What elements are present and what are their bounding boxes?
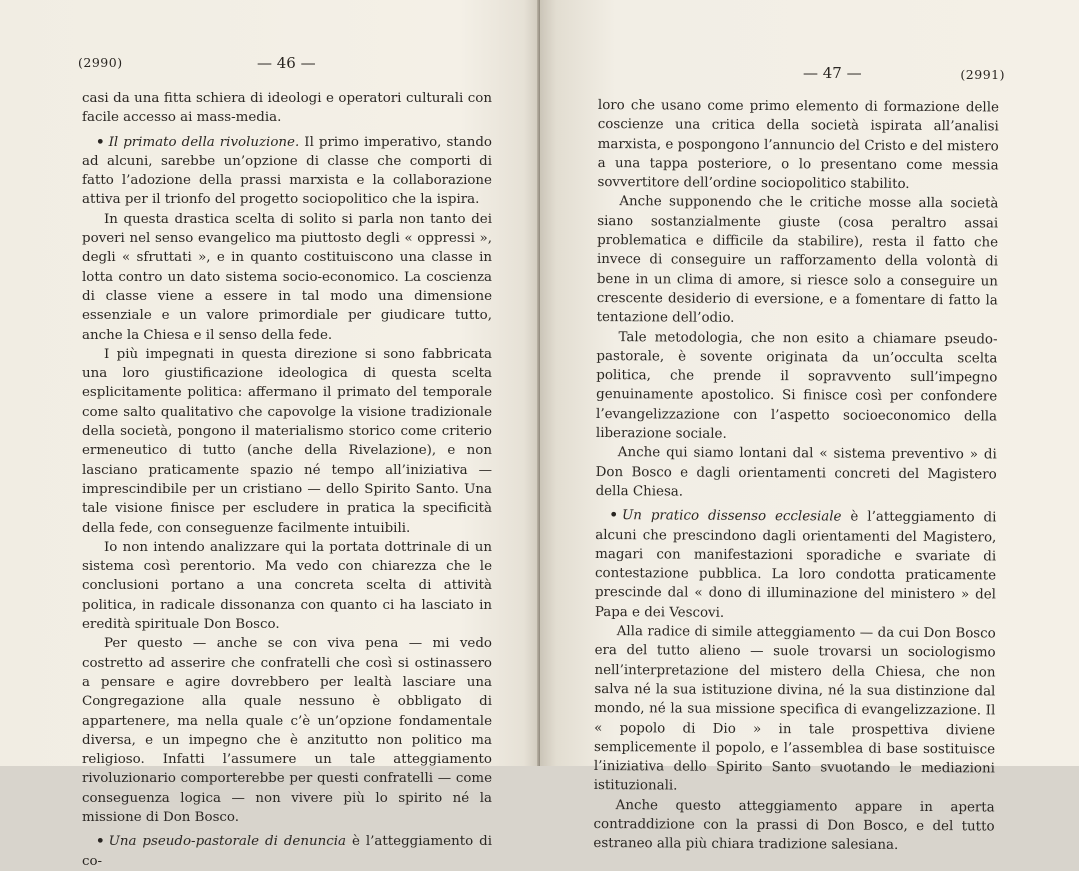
paragraph: Per questo — anche se con viva pena — mi vedo costretto ad asserire che confratelli che così si ostinassero a pensare e agire dovrebbero per lealtà lasciare una Congregazione alla quale nessuno è obbligato di appartenere, ma nella quale c’è un’opzione fondamentale diversa, e un impegno che è anzitutto non politico ma religioso. Infatti l’assumere un tale atteggiamento rivoluzionario comporterebbe per questi confratelli — come conseguenza logica — non vivere più lo spirito né la missione di Don Bosco. (82, 636, 492, 825)
left-page-text (82, 89, 492, 871)
paragraph: Anche questo atteggiamento appare in aperta contraddizione con la prassi di Don Bosco, e del tutto estraneo alla più chiara tradizione salesiana. (593, 797, 995, 854)
section-heading: Un pratico dissenso ecclesiale (621, 508, 842, 525)
right-page-code: (2991) (960, 67, 1005, 82)
right-page-number: — 47 — (803, 64, 862, 82)
left-page-number: — 46 — (257, 54, 316, 72)
left-page-header (78, 54, 492, 77)
paragraph-text: è l’atteggiamento di co- (82, 834, 492, 869)
paragraph: Io non intendo analizzare qui la portata dottrinale di un sistema così perentorio. Ma vedo con chiarezza che le conclusioni portano a una concreta scelta di attività politica, in radicale dissonanza con quanto ci ha lasciato in eredità spirituale Don Bosco. (82, 539, 492, 633)
bullet-paragraph (595, 506, 997, 624)
bullet-icon: • (609, 507, 619, 524)
paragraph: Alla radice di simile atteggiamento — da cui Don Bosco era del tutto alieno — suole trovarsi un sociologismo nell’interpretazione del mistero della Chiesa, che non salva né la sua istituzione divina, né la sua distinzione dal mondo, né la sua missione specifica di evangelizzazione. Il « popolo di Dio » in tale prospettiva diviene semplicemente il popolo, e l’assemblea di base sostituisce l’iniziativa dello Spirito Santo svuotando le mediazioni istituzionali. (593, 624, 996, 794)
paragraph: In questa drastica scelta di solito si parla non tanto dei poveri nel senso evangelico ma piuttosto degli « oppressi », degli « sfruttati », e in quanto costituiscono una classe in lotta contro un dato sistema socio-economico. La coscienza di classe viene a essere in tal modo una dimensione essenziale e un valore primordiale per giudicare tutto, anche la Chiesa e il senso della fede. (82, 211, 492, 343)
bullet-icon: • (96, 833, 105, 850)
bullet-paragraph (82, 133, 492, 210)
bullet-paragraph (82, 832, 492, 871)
section-heading: Una pseudo-pastorale di denuncia (108, 834, 346, 850)
bullet-icon: • (96, 133, 105, 150)
right-page (540, 0, 1079, 854)
paragraph: I più impegnati in questa direzione si sono fabbricata una loro giustificazione ideologica di questa scelta esplicitamente politica: affermano il primato del temporale come salto qualitativo che capovolge la visione tradizionale della società, pongono il materialismo storico come criterio ermeneutico di tutto (anche della Rivelazione), e non lasciano praticamente spazio né tempo all’iniziativa — imprescindibile per un cristiano — dello Spirito Santo. Una tale visione finisce per escludere in pratica la specificità della fede, con conseguenze facilmente intuibili. (82, 346, 492, 536)
left-page (0, 0, 540, 869)
paragraph: Anche supponendo che le critiche mosse alla società siano sostanzialmente giuste (cosa peraltro assai problematica e difficile da stabilire), resta il fatto che invece di conseguire un rafforzamento della volontà di bene in un clima di amore, si riesce solo a conseguire un crescente desiderio di eversione, e a fomentare di fatto la tentazione dell’odio. (596, 194, 999, 327)
paragraph-text: è l’atteggiamento di alcuni che prescindono dagli orientamenti del Magistero, magari con manifestazioni sporadiche e svariate di contestazione pubblica. La loro condotta praticamente prescinde dal « dono di illuminazione del ministero » del Papa e dei Vescovi. (594, 509, 997, 621)
right-page-text (593, 96, 999, 856)
paragraph: Anche qui siamo lontani dal « sistema preventivo » di Don Bosco e dagli orientamenti concreti del Magistero della Chiesa. (595, 445, 997, 500)
paragraph-text: Il primo imperativo, stando ad alcuni, sarebbe un’opzione di classe che comporti di fatto l’adozione della prassi marxista e la collaborazione attiva per il trionfo del progetto sociopolitico che la ispira. (82, 134, 492, 208)
paragraph: casi da una fitta schiera di ideologi e operatori culturali con facile accesso ai mass-media. (82, 91, 492, 126)
paragraph: Tale metodologia, che non esito a chiamare pseudo-pastorale, è sovente originata da un’occulta scelta politica, che prende il sopravvento sull’impegno genuinamente apostolico. Si finisce così per confondere l’evangelizzazione con l’aspetto socioeconomico della liberazione sociale. (595, 329, 998, 442)
right-page-header (598, 62, 1005, 84)
section-heading: Il primato della rivoluzione. (108, 134, 300, 150)
left-page-code: (2990) (78, 55, 123, 70)
paragraph: loro che usano come primo elemento di formazione delle coscienze una critica della società ispirata all’analisi marxista, e pospongono l’annuncio del Cristo e del mistero a una tappa posteriore, o lo presentano come messia sovvertitore dell’ordine sociopolitico stabilito. (597, 97, 999, 193)
